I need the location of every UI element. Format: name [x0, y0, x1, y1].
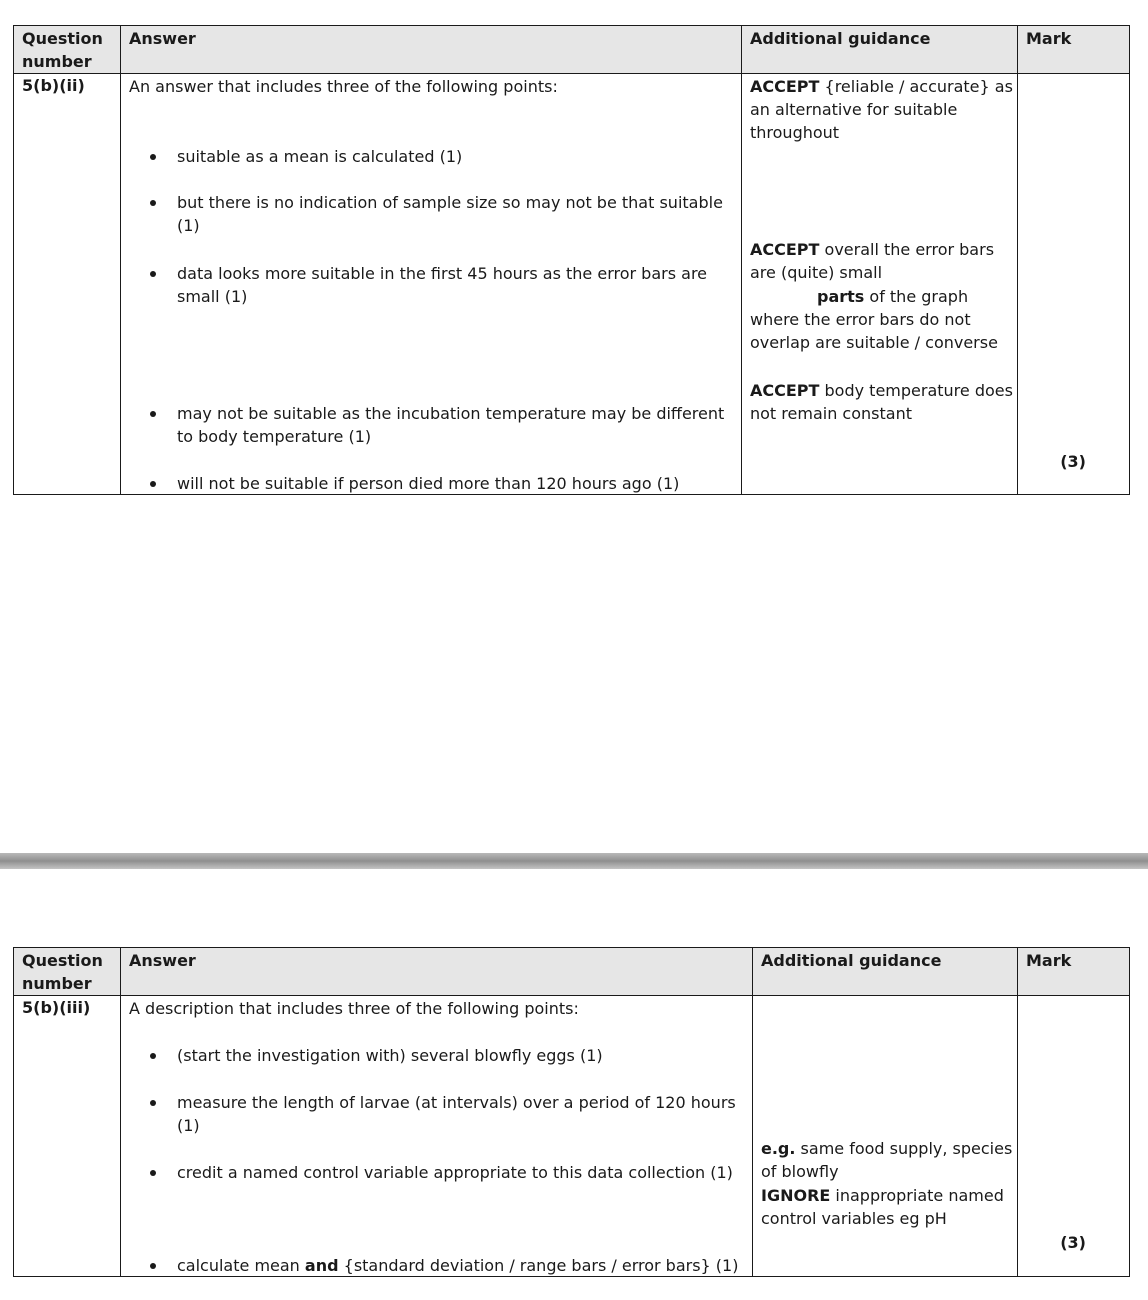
table-header-row — [14, 948, 1130, 996]
guidance-cell — [742, 74, 1018, 495]
header-additional-guidance: Additional guidance — [742, 26, 1018, 74]
header-additional-guidance: Additional guidance — [753, 948, 1018, 996]
answer-cell — [121, 996, 753, 1277]
guidance-note: IGNORE inappropriate named control variables eg pH — [761, 1186, 1004, 1228]
guidance-cell — [753, 996, 1018, 1277]
mark-value: (3) — [1060, 1233, 1086, 1252]
answer-bullet: will not be suitable if person died more than 120 hours ago (1) — [177, 472, 735, 495]
header-answer: Answer — [121, 26, 742, 74]
table-row — [14, 74, 1130, 495]
guidance-note: e.g. same food supply, species of blowfly — [761, 1139, 1013, 1181]
mark-scheme-table-5b-iii — [13, 947, 1130, 1277]
header-answer: Answer — [121, 948, 753, 996]
page-separator — [0, 853, 1148, 869]
answer-bullet: (start the investigation with) several blowfly eggs (1) — [177, 1044, 746, 1067]
answer-bullet: but there is no indication of sample size so may not be that suitable (1) — [177, 191, 735, 237]
table-header-row — [14, 26, 1130, 74]
mark-cell — [1018, 74, 1130, 495]
mark-value: (3) — [1060, 452, 1086, 471]
question-number: 5(b)(iii) — [14, 996, 121, 1277]
answer-bullet: may not be suitable as the incubation temperature may be different to body temperature (1) — [177, 402, 735, 448]
answer-bullet: measure the length of larvae (at intervals) over a period of 120 hours (1) — [177, 1091, 746, 1137]
header-mark: Mark — [1018, 948, 1130, 996]
answer-bullet: credit a named control variable appropriate to this data collection (1) — [177, 1161, 746, 1184]
header-mark: Mark — [1018, 26, 1130, 74]
mark-cell — [1018, 996, 1130, 1277]
header-question-number: Question number — [14, 26, 121, 74]
answer-bullet: suitable as a mean is calculated (1) — [177, 145, 735, 168]
answer-cell — [121, 74, 742, 495]
guidance-note: ACCEPT body temperature does not remain constant — [750, 381, 1013, 423]
header-question-number: Question number — [14, 948, 121, 996]
answer-bullet: data looks more suitable in the first 45 hours as the error bars are small (1) — [177, 262, 735, 308]
guidance-note: parts of the graph where the error bars do not overlap are suitable / converse — [750, 287, 998, 352]
answer-intro: An answer that includes three of the following points: — [129, 77, 558, 96]
guidance-note: ACCEPT overall the error bars are (quite) small — [750, 240, 995, 282]
question-number: 5(b)(ii) — [14, 74, 121, 495]
answer-intro: A description that includes three of the following points: — [129, 999, 579, 1018]
guidance-note: ACCEPT {reliable / accurate} as an alternative for suitable throughout — [750, 77, 1013, 142]
mark-scheme-table-5b-ii — [13, 25, 1130, 495]
table-row — [14, 996, 1130, 1277]
answer-bullet: calculate mean and {standard deviation / range bars / error bars} (1) — [177, 1254, 746, 1277]
